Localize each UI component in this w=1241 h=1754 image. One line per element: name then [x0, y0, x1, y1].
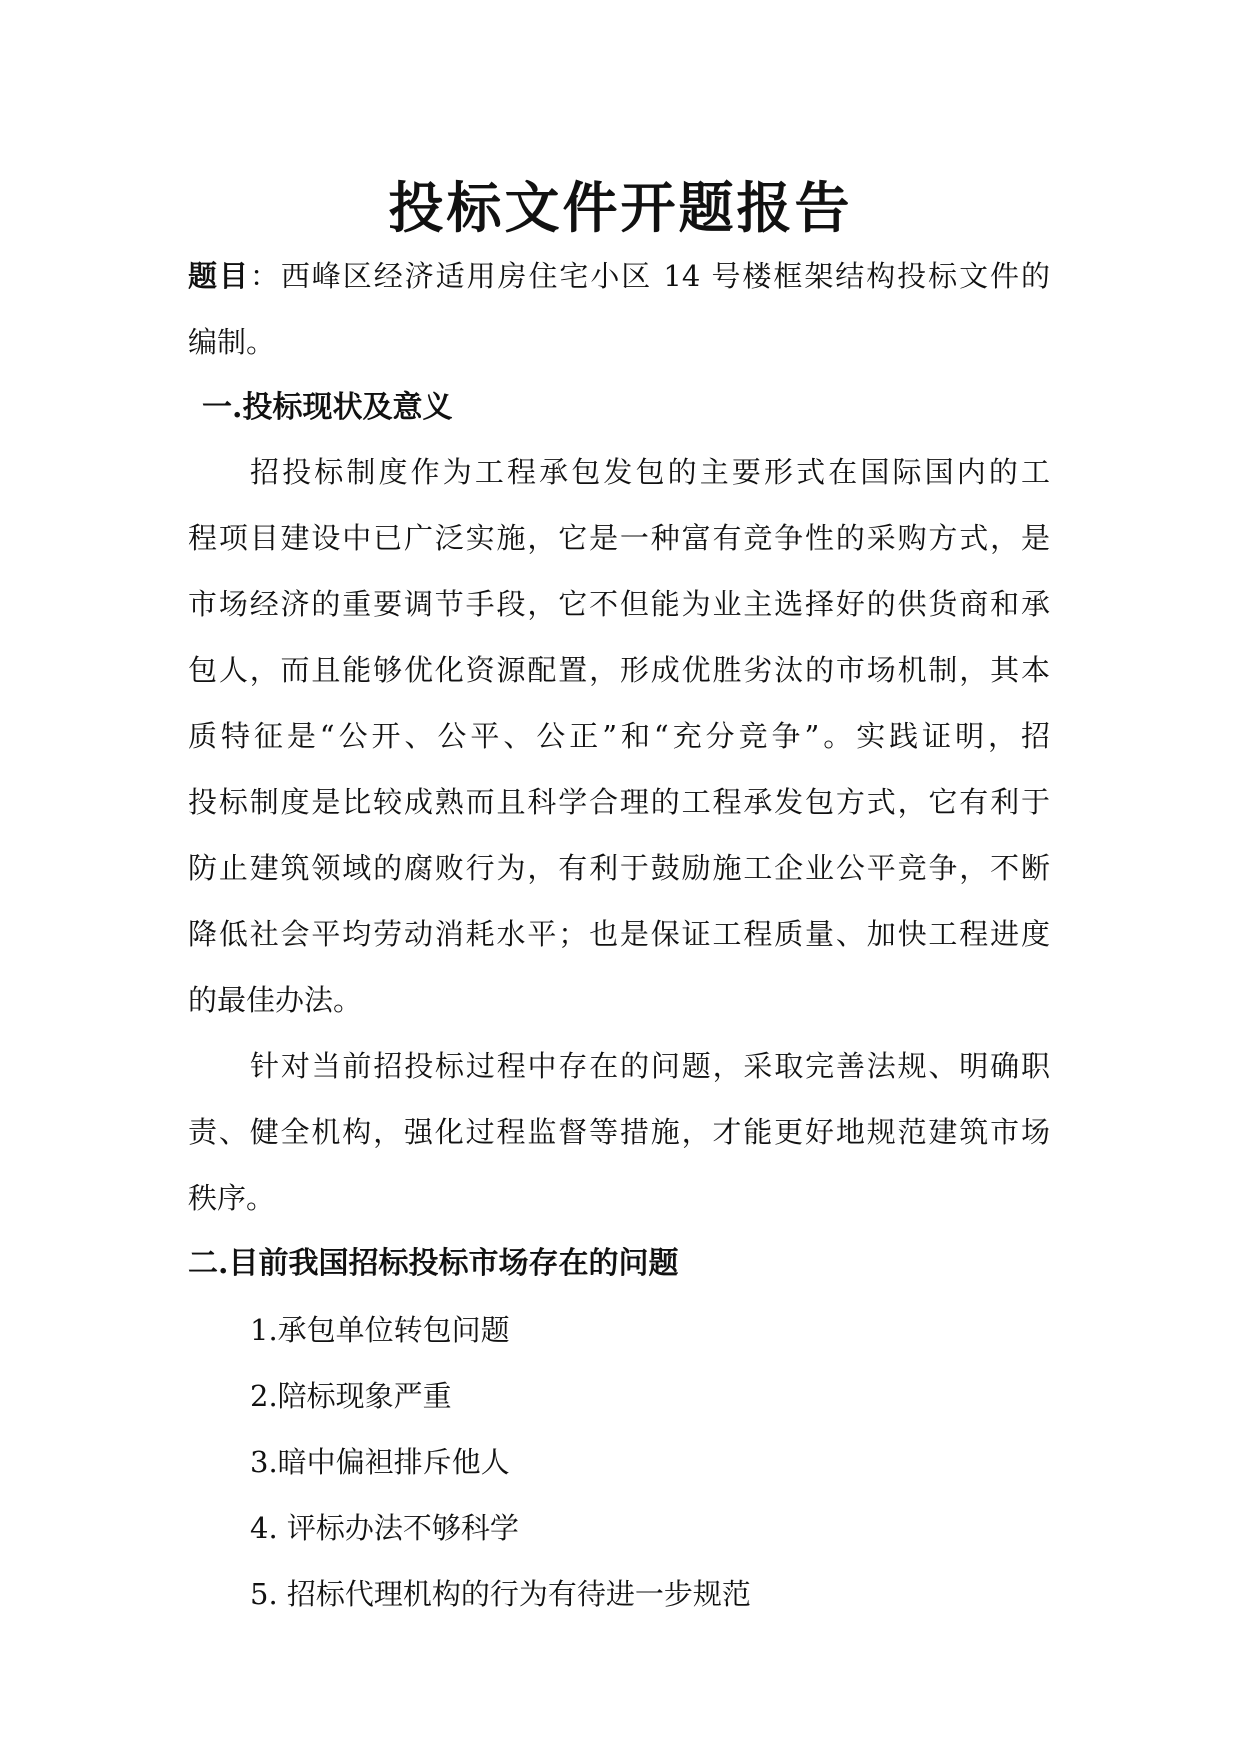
- subject-label: 题目: [188, 259, 250, 293]
- section-1-para-2-line: 责、健全机构，强化过程监督等措施，才能更好地规范建筑市场: [188, 1115, 1050, 1149]
- problem-list-item: 3.暗中偏袒排斥他人: [250, 1445, 510, 1479]
- subject-line-1: [188, 256, 1050, 296]
- document-title: 投标文件开题报告: [388, 175, 853, 240]
- subject-text-1: 西峰区经济适用房住宅小区 14 号楼框架结构投标文件的: [280, 259, 1050, 293]
- section-2-heading: 二.目前我国招标投标市场存在的问题: [188, 1246, 679, 1281]
- problem-list-item: 5. 招标代理机构的行为有待进一步规范: [250, 1577, 751, 1611]
- section-1-para-2-line: 针对当前招投标过程中存在的问题，采取完善法规、明确职: [250, 1049, 1050, 1083]
- section-1-para-1-line: 招投标制度作为工程承包发包的主要形式在国际国内的工: [250, 455, 1050, 489]
- section-1-para-1-line: 投标制度是比较成熟而且科学合理的工程承发包方式，它有利于: [188, 785, 1050, 819]
- section-1-para-1-line: 的最佳办法。: [188, 983, 363, 1017]
- section-1-para-1-line: 防止建筑领域的腐败行为，有利于鼓励施工企业公平竞争，不断: [188, 851, 1050, 885]
- problem-list-item: 4. 评标办法不够科学: [250, 1511, 519, 1545]
- section-1-para-1-line: 市场经济的重要调节手段，它不但能为业主选择好的供货商和承: [188, 587, 1050, 621]
- section-1-heading: 一.投标现状及意义: [202, 390, 453, 425]
- section-1-para-2-line: 秩序。: [188, 1181, 276, 1215]
- subject-line-2: 编制。: [188, 325, 276, 359]
- section-1-para-1-line: 降低社会平均劳动消耗水平；也是保证工程质量、加快工程进度: [188, 917, 1050, 951]
- problem-list-item: 2.陪标现象严重: [250, 1379, 452, 1413]
- section-1-para-1-line: 质特征是“公开、公平、公正”和“充分竞争”。实践证明，招: [188, 719, 1050, 753]
- subject-colon: ：: [249, 259, 281, 293]
- section-1-para-1-line: 包人，而且能够优化资源配置，形成优胜劣汰的市场机制，其本: [188, 653, 1050, 687]
- problem-list-item: 1.承包单位转包问题: [250, 1313, 510, 1347]
- section-1-para-1-line: 程项目建设中已广泛实施，它是一种富有竞争性的采购方式，是: [188, 521, 1050, 555]
